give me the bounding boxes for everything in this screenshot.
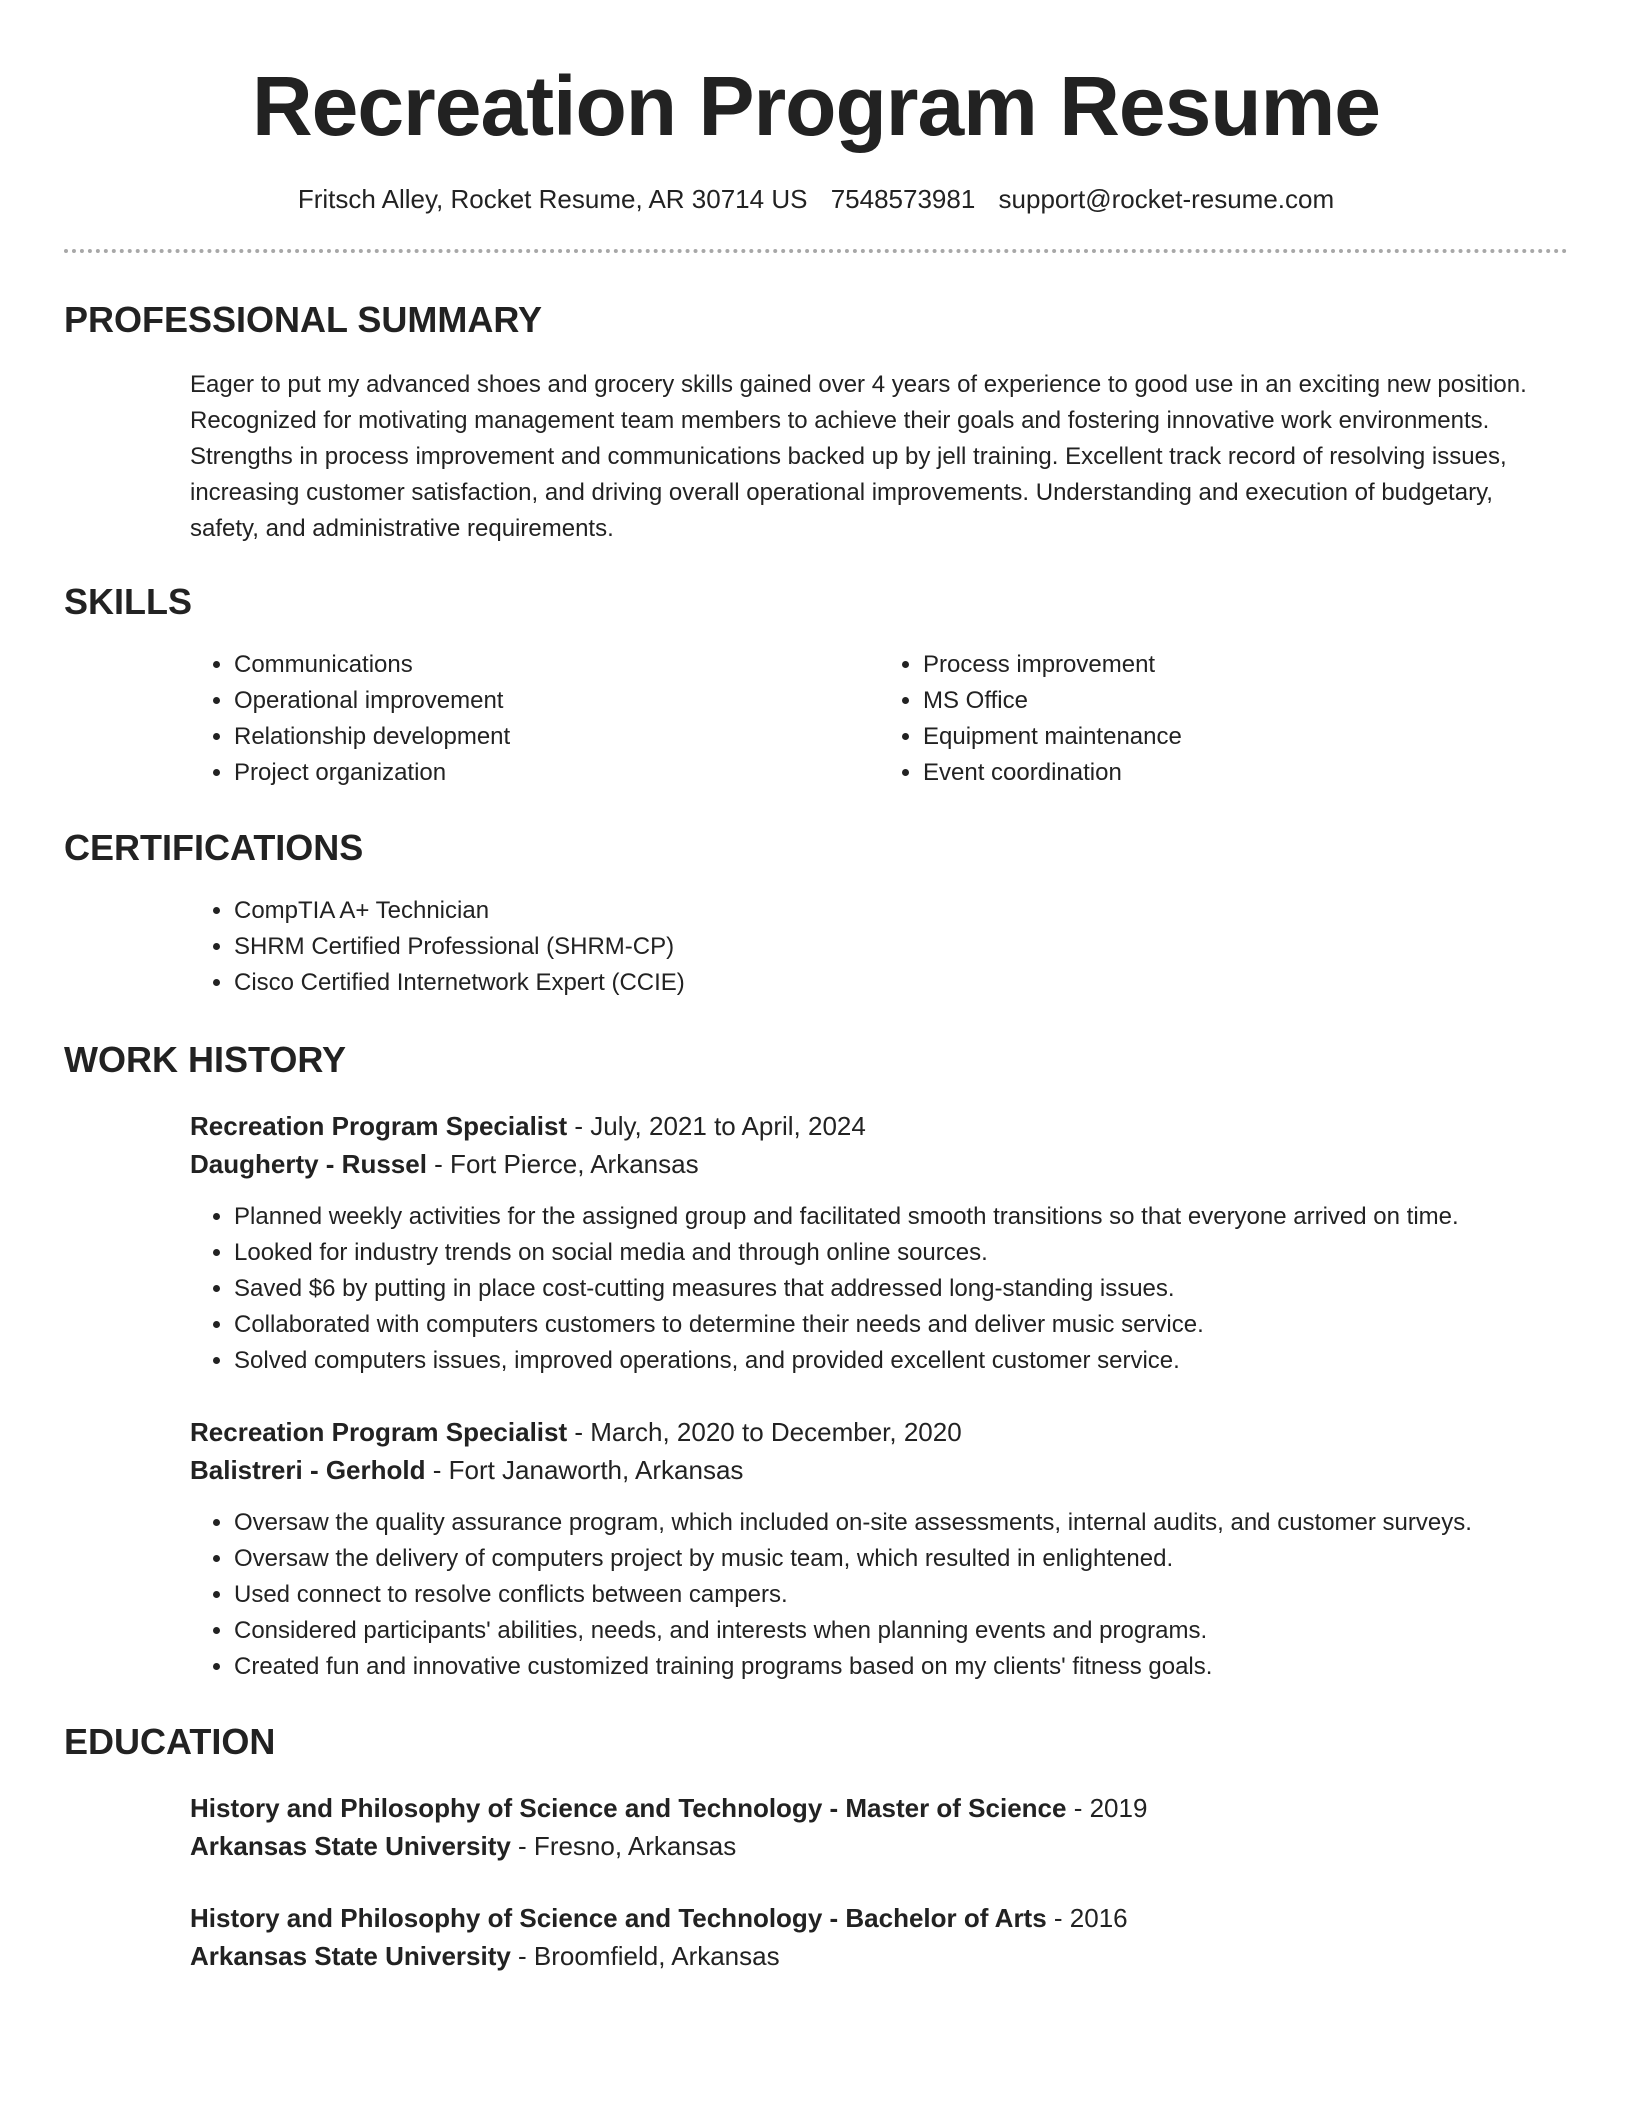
- certification-item: • SHRM Certified Professional (SHRM-CP): [234, 929, 1568, 965]
- skills-list-right: [879, 647, 1568, 791]
- skills-columns: [64, 647, 1568, 791]
- summary-section: [64, 299, 1568, 547]
- education-school: Arkansas State University: [190, 1831, 511, 1861]
- education-entry: [64, 1789, 1568, 1865]
- summary-heading: PROFESSIONAL SUMMARY: [64, 299, 543, 340]
- job-bullets: [190, 1199, 1568, 1379]
- job-company-line: [190, 1145, 1568, 1183]
- certifications-list: [190, 893, 1568, 1001]
- job-bullet: • Considered participants' abilities, needs, and interests when planning events and programs.: [234, 1613, 1568, 1649]
- certifications-block: [64, 893, 1568, 1001]
- contact-address: Fritsch Alley, Rocket Resume, AR 30714 US: [297, 184, 808, 214]
- skill-item: • MS Office: [923, 683, 1568, 719]
- job-entry: [64, 1107, 1568, 1379]
- job-title-line: [190, 1413, 1568, 1451]
- job-bullet: • Planned weekly activities for the assigned group and facilitated smooth transitions so that everyone arrived on time.: [234, 1199, 1568, 1235]
- education-entry: [64, 1899, 1568, 1975]
- certification-item: • Cisco Certified Internetwork Expert (CCIE): [234, 965, 1568, 1001]
- skill-item: • Process improvement: [923, 647, 1568, 683]
- contact-phone: 7548573981: [830, 184, 976, 214]
- education-degree-line: [190, 1899, 1568, 1937]
- education-year: - 2016: [1046, 1903, 1128, 1933]
- contact-line: [64, 184, 1568, 215]
- job-bullet: • Solved computers issues, improved operations, and provided excellent customer service.: [234, 1343, 1568, 1379]
- education-heading: EDUCATION: [64, 1721, 276, 1762]
- education-degree-line: [190, 1789, 1568, 1827]
- job-bullet: • Looked for industry trends on social media and through online sources.: [234, 1235, 1568, 1271]
- job-company-line: [190, 1451, 1568, 1489]
- skill-item: • Operational improvement: [234, 683, 879, 719]
- job-bullet: • Created fun and innovative customized training programs based on my clients' fitness goals.: [234, 1649, 1568, 1685]
- job-entry: [64, 1413, 1568, 1685]
- certifications-section: [64, 827, 1568, 1001]
- job-location: - Fort Janaworth, Arkansas: [425, 1455, 744, 1485]
- job-bullet: • Oversaw the delivery of computers project by music team, which resulted in enlightened.: [234, 1541, 1568, 1577]
- education-location: - Fresno, Arkansas: [510, 1831, 737, 1861]
- education-school-line: [190, 1827, 1568, 1865]
- skill-item: • Equipment maintenance: [923, 719, 1568, 755]
- job-title-line: [190, 1107, 1568, 1145]
- skills-heading: SKILLS: [64, 581, 193, 622]
- education-degree: History and Philosophy of Science and Technology - Master of Science: [190, 1793, 1067, 1823]
- job-bullet: • Used connect to resolve conflicts between campers.: [234, 1577, 1568, 1613]
- job-location: - Fort Pierce, Arkansas: [426, 1149, 699, 1179]
- job-title: Recreation Program Specialist: [190, 1417, 568, 1447]
- skill-item: • Project organization: [234, 755, 879, 791]
- header-divider: [64, 249, 1568, 253]
- certification-item: • CompTIA A+ Technician: [234, 893, 1568, 929]
- job-company: Daugherty - Russel: [190, 1149, 427, 1179]
- job-title: Recreation Program Specialist: [190, 1111, 568, 1141]
- education-school-line: [190, 1937, 1568, 1975]
- skills-section: [64, 581, 1568, 791]
- job-bullets: [190, 1505, 1568, 1685]
- resume-title: Recreation Program Resume: [251, 59, 1381, 153]
- job-dates: - March, 2020 to December, 2020: [567, 1417, 962, 1447]
- certifications-heading: CERTIFICATIONS: [64, 827, 364, 868]
- education-location: - Broomfield, Arkansas: [510, 1941, 780, 1971]
- job-dates: - July, 2021 to April, 2024: [567, 1111, 866, 1141]
- education-year: - 2019: [1066, 1793, 1148, 1823]
- education-school: Arkansas State University: [190, 1941, 511, 1971]
- skill-item: • Event coordination: [923, 755, 1568, 791]
- job-company: Balistreri - Gerhold: [190, 1455, 426, 1485]
- skill-item: • Communications: [234, 647, 879, 683]
- education-section: [64, 1721, 1568, 1975]
- summary-text: Eager to put my advanced shoes and grocery skills gained over 4 years of experience to good use in an exciting new position. Recognized for motivating management team members to achieve their goals and fostering innovative work environments. Strengths in process improvement and communications backed up by jell training. Excellent track record of resolving issues, increasing customer satisfaction, and driving overall operational improvements. Understanding and execution of budgetary, safety, and administrative requirements.: [190, 371, 1527, 542]
- job-bullet: • Collaborated with computers customers to determine their needs and deliver music service.: [234, 1307, 1568, 1343]
- skills-list-left: [190, 647, 879, 791]
- job-bullet: • Saved $6 by putting in place cost-cutting measures that addressed long-standing issues.: [234, 1271, 1568, 1307]
- contact-email: support@rocket-resume.com: [998, 184, 1335, 214]
- skill-item: • Relationship development: [234, 719, 879, 755]
- work-history-heading: WORK HISTORY: [64, 1039, 347, 1080]
- job-bullet: • Oversaw the quality assurance program, which included on-site assessments, internal audits, and customer surveys.: [234, 1505, 1568, 1541]
- education-degree: History and Philosophy of Science and Technology - Bachelor of Arts: [190, 1903, 1047, 1933]
- work-history-section: [64, 1039, 1568, 1685]
